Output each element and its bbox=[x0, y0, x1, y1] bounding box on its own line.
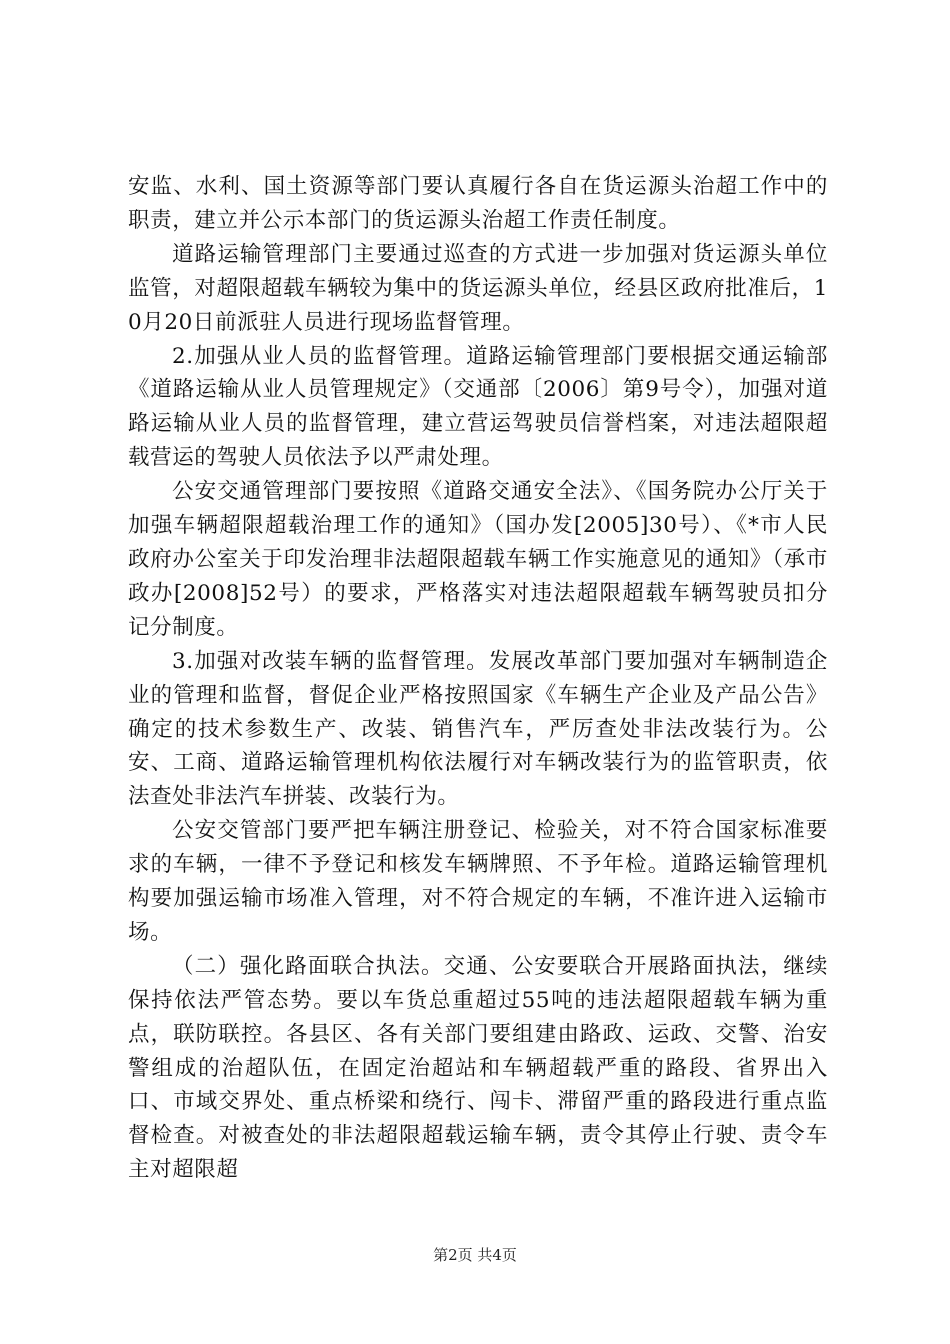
paragraph-traffic-police: 公安交通管理部门要按照《道路交通安全法》、《国务院办公厅关于加强车辆超限超载治理工作的通知》（国办发[2005]30号）、《*市人民政府办公室关于印发治理非法超限超载车辆工作实施意见的通知》（承市政办[2008]52号）的要求，严格落实对违法超限超载车辆驾驶员扣分记分制度。 bbox=[128, 479, 828, 640]
paragraph-item-3: 3.加强对改装车辆的监督管理。发展改革部门要加强对车辆制造企业的管理和监督，督促企业严格按照国家《车辆生产企业及产品公告》确定的技术参数生产、改装、销售汽车，严厉查处非法改装行为。公安、工商、道路运输管理机构依法履行对车辆改装行为的监管职责，依法查处非法汽车拼装、改装行为。 bbox=[128, 648, 828, 810]
document-body bbox=[128, 170, 828, 1187]
paragraph-continuation: 安监、水利、国土资源等部门要认真履行各自在货运源头治超工作中的职责，建立并公示本部门的货运源头治超工作责任制度。 bbox=[128, 174, 828, 233]
paragraph-item-2: 2.加强从业人员的监督管理。道路运输管理部门要根据交通运输部《道路运输从业人员管理规定》（交通部〔2006〕第9号令），加强对道路运输从业人员的监督管理，建立营运驾驶员信誉档案，对违法超限超载营运的驾驶人员依法予以严肃处理。 bbox=[128, 343, 828, 471]
paragraph-road-transport-patrol: 道路运输管理部门主要通过巡查的方式进一步加强对货运源头单位监管，对超限超载车辆较为集中的货运源头单位，经县区政府批准后，10月20日前派驻人员进行现场监督管理。 bbox=[128, 241, 828, 335]
paragraph-section-2: （二）强化路面联合执法。交通、公安要联合开展路面执法，继续保持依法严管态势。要以车货总重超过55吨的违法超限超载车辆为重点，联防联控。各县区、各有关部门要组建由路政、运政、交警、治安警组成的治超队伍，在固定治超站和车辆超载严重的路段、省界出入口、市域交界处、重点桥梁和绕行、闯卡、滞留严重的路段进行重点监督检查。对被查处的非法超限超载运输车辆，责令其停止行驶、责令车主对超限超 bbox=[128, 953, 828, 1183]
page-footer: 第2页 共4页 bbox=[433, 1246, 517, 1264]
paragraph-registration-inspection: 公安交管部门要严把车辆注册登记、检验关，对不符合国家标准要求的车辆，一律不予登记和核发车辆牌照、不予年检。道路运输管理机构要加强运输市场准入管理，对不符合规定的车辆，不准许进入运输市场。 bbox=[128, 818, 828, 945]
